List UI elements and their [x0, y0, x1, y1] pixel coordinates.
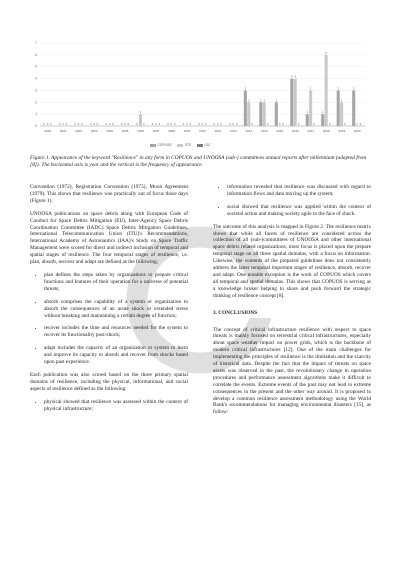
y-tick-label: 2 — [35, 100, 37, 105]
bar-sts — [139, 114, 142, 126]
data-label: 0 — [189, 123, 191, 126]
paragraph: Convention (1972), Registration Convention (1975), Moon Agreement (1979). This shows that resilience was practically out of focus those days (Figure 1). — [30, 184, 188, 204]
data-label: 0 — [201, 123, 204, 126]
data-label: 0 — [124, 123, 126, 126]
x-tick-label: 2013 — [245, 129, 253, 133]
data-label: 0 — [96, 123, 99, 126]
data-label: 6 — [325, 51, 327, 55]
data-label: 0 — [50, 123, 52, 126]
list-item: • social showed that resilience was applied within the context of societal action and making society agile in the face of shock. — [227, 204, 371, 218]
data-label: 2 — [340, 99, 343, 103]
data-label: 0 — [220, 123, 222, 126]
data-label: 0 — [186, 123, 188, 126]
data-label: 0 — [205, 123, 207, 126]
data-label: 0 — [58, 123, 61, 126]
bar-copuos — [290, 79, 293, 126]
paragraph: The concept of critical infrastructure resilience with respect to space threats is mainly focused on terrestrial critical infrastructures, especially about space weather impact on power grids, which is the backbone of modern critical infrastructures [12]. One of the main challenges for implementing the principles of resilience is the limitation and the scarcity of historical data. Despite the fact that the impact of threats on space assets was observed in the past, the revolutionary change in operation procedures and performance assessment algorithms make it difficult to correlate the events. Extreme events of the past may not lead to extreme consequences in the present and the other way around. It is proposed to develop a common resilience assessment methodology using the World Bank's recommendations for managing environmental disasters [15], as follow: — [213, 326, 371, 416]
list-item: • absorb comprises the capability of a system or organization to absorb the consequences of an acute shock or extended stress without breaking and maintaining a certain degree of function; — [44, 299, 188, 320]
data-label: 0 — [43, 123, 45, 126]
data-label: 0 — [278, 123, 281, 126]
x-tick-label: 2009 — [183, 129, 191, 133]
x-tick-label: 2006 — [137, 129, 144, 133]
bar-sts — [340, 102, 343, 126]
bar-copuos — [275, 102, 278, 126]
bar-copuos — [259, 102, 262, 126]
x-tick-label: 2014 — [261, 129, 268, 133]
data-label: 0 — [297, 123, 300, 126]
bar-sts — [306, 90, 312, 126]
legend-label: STS — [184, 143, 192, 147]
paragraph: The outcome of this analysis is mapped in Figure 2. The resilience matrix shows that while all facets of resilience are considered across the collection of all (sub-)committees of UNOOSA and other international space debris related organizations, most focus is placed upon the prepare temporal stage on all three spatial domains, with a focus on information. Likewise, the contents of the prepared guidelines does not consistently address the latter temporal important stages of resilience, absorb, recover and adapt. One notable exception is the work of COPUOS which covers all temporal and spatial domains. This shows that COPUOS is serving as a knowledge broker helping to share and push forward the strategic thinking of resilience concept [8]. — [213, 223, 371, 299]
data-label: 0 — [167, 123, 169, 126]
data-label: 1 — [139, 111, 142, 115]
data-label: 2 — [260, 99, 262, 103]
x-tick-label: 2001 — [59, 129, 67, 133]
legend-label: LSC — [204, 143, 211, 147]
x-tick-label: 2020 — [353, 129, 361, 133]
x-tick-label: 2005 — [121, 129, 129, 133]
data-label: 0 — [344, 123, 346, 126]
left-column — [30, 184, 188, 418]
bar-copuos — [337, 90, 340, 126]
data-label: 0 — [112, 123, 114, 126]
data-label: 2 — [263, 99, 265, 103]
bar-copuos — [244, 90, 247, 126]
list-item: • adapt includes the capacity of an organization or system to learn and improve its capacity to absorb and recover from shocks based upon past experience. — [44, 345, 188, 366]
data-label: 0 — [81, 123, 83, 126]
data-label: 0 — [282, 123, 284, 126]
data-label: 0 — [120, 123, 123, 126]
paragraph: UNOOSA publications on space debris along with European Code of Conduct for Space Debris Mitigation (EU), Inter-Agency Space Debris Coordination Committee (IADC) Space Debris Mitigation Guidelines, International Telecommunication Union (ITU)'s Recommendations, International Academy of Astronautics (IAA)'s Study on Space Traffic Management were scored for direct and indirect inclusion of temporal and spatial stages of resilience. The four temporal stages of resilience, i.e. plan, absorb, recover and adapt are defined as the following; — [30, 210, 188, 266]
data-label: 0 — [328, 123, 331, 126]
data-label: 0 — [127, 123, 130, 126]
list-item: • physical showed that resilience was assessed within the context of physical infrastructure; — [44, 399, 188, 413]
data-label: 3 — [309, 87, 312, 91]
chart-svg — [30, 38, 370, 148]
bar-copuos — [352, 90, 355, 126]
x-tick-label: 2016 — [292, 129, 299, 133]
y-tick-label: 7 — [35, 41, 37, 45]
data-label: 0 — [143, 123, 145, 126]
x-tick-label: 2012 — [230, 129, 237, 133]
data-label: 2 — [275, 99, 278, 103]
x-tick-label: 2008 — [168, 129, 175, 133]
legend-label: COPUOS — [157, 143, 172, 147]
paragraph: Each publication was also scored based on the three primary spatial domains of resilience, including the physical, informational, and social aspects of resilience defined as the following: — [30, 371, 188, 392]
legend-item-sts — [177, 143, 191, 147]
data-label: 0 — [182, 123, 185, 126]
data-label: 0 — [93, 123, 95, 126]
x-tick-label: 2019 — [338, 129, 346, 133]
spatial-domains-list — [30, 399, 188, 413]
section-heading: 3. CONCLUSIONS — [213, 309, 258, 316]
y-tick-label: 6 — [35, 52, 37, 57]
data-label: 0 — [266, 123, 269, 126]
figure-caption: Figure 1. Appearance of the keyword "Resilience" in any form in COPUOS and UNOOSA (sub-) committees annual reports after millennium (adapted from [8]). The horizontal axis is year and the vertical is the frequency of appearance. — [30, 155, 367, 168]
data-label: 0 — [213, 123, 216, 126]
x-tick-label: 2017 — [307, 129, 315, 133]
bar-copuos — [321, 114, 324, 126]
data-label: 3 — [337, 87, 339, 91]
y-tick-label: 0 — [35, 124, 37, 128]
data-label: 0 — [235, 123, 238, 126]
data-label: 1 — [322, 111, 324, 115]
data-label: 0 — [229, 123, 231, 126]
data-label: 4 — [294, 75, 296, 79]
data-label: 1 — [306, 111, 308, 115]
data-label: 0 — [251, 123, 253, 126]
data-label: 0 — [136, 123, 138, 126]
list-item: • plan defines the steps taken by organizations to prepare critical functions and features of their operation for a universe of potential threats; — [44, 272, 188, 293]
bar-chart — [30, 38, 370, 148]
y-tick-label: 4 — [35, 76, 37, 81]
data-label: 4 — [291, 75, 293, 79]
x-tick-label: 2003 — [90, 129, 98, 133]
data-label: 0 — [77, 123, 80, 126]
data-label: 0 — [359, 123, 362, 126]
data-label: 3 — [244, 87, 247, 91]
data-label: 0 — [108, 123, 111, 126]
x-tick-label: 2004 — [106, 129, 113, 133]
data-label: 0 — [89, 123, 92, 126]
y-tick-label: 5 — [35, 64, 37, 69]
data-label: 0 — [158, 123, 161, 126]
right-column — [213, 184, 371, 422]
data-label: 2 — [248, 99, 250, 103]
data-label: 0 — [62, 123, 64, 126]
data-label: 0 — [155, 123, 157, 126]
chart-legend — [150, 141, 260, 149]
bar-copuos — [306, 114, 309, 126]
data-label: 0 — [46, 123, 49, 126]
data-label: 0 — [74, 123, 76, 126]
spatial-domains-list-cont — [213, 184, 371, 218]
x-tick-label: 2018 — [322, 129, 330, 133]
bar-sts — [294, 79, 297, 126]
legend-item-copuos — [150, 143, 171, 147]
x-tick-label: 2015 — [276, 129, 284, 133]
y-tick-label: 1 — [35, 112, 37, 117]
data-label: 0 — [105, 123, 107, 126]
x-tick-label: 2010 — [199, 129, 206, 133]
data-label: 0 — [174, 123, 176, 126]
list-item: • recover includes the time and resources needed for the system to recover its functionality post-shock; — [44, 325, 188, 339]
data-label: 0 — [232, 123, 235, 126]
bar-sts — [263, 102, 266, 126]
data-label: 0 — [217, 123, 219, 126]
data-label: 3 — [352, 87, 355, 91]
data-label: 0 — [198, 123, 200, 126]
data-label: 0 — [356, 123, 358, 126]
data-label: 0 — [151, 123, 154, 126]
y-tick-label: 3 — [35, 88, 37, 93]
bar-sts — [247, 102, 250, 126]
legend-item-lsc — [197, 143, 211, 147]
x-tick-label: 2000 — [44, 129, 52, 133]
list-item: • information revealed that resilience was discussed with regard to information flows and data moving up the system; — [227, 184, 371, 198]
x-tick-label: 2007 — [152, 129, 160, 133]
x-tick-label: 2011 — [214, 129, 222, 133]
data-label: 0 — [313, 123, 315, 126]
temporal-stages-list — [30, 272, 188, 366]
data-label: 0 — [65, 123, 68, 126]
data-label: 0 — [170, 123, 173, 126]
bar-sts — [325, 55, 328, 126]
x-tick-label: 2002 — [75, 129, 83, 133]
